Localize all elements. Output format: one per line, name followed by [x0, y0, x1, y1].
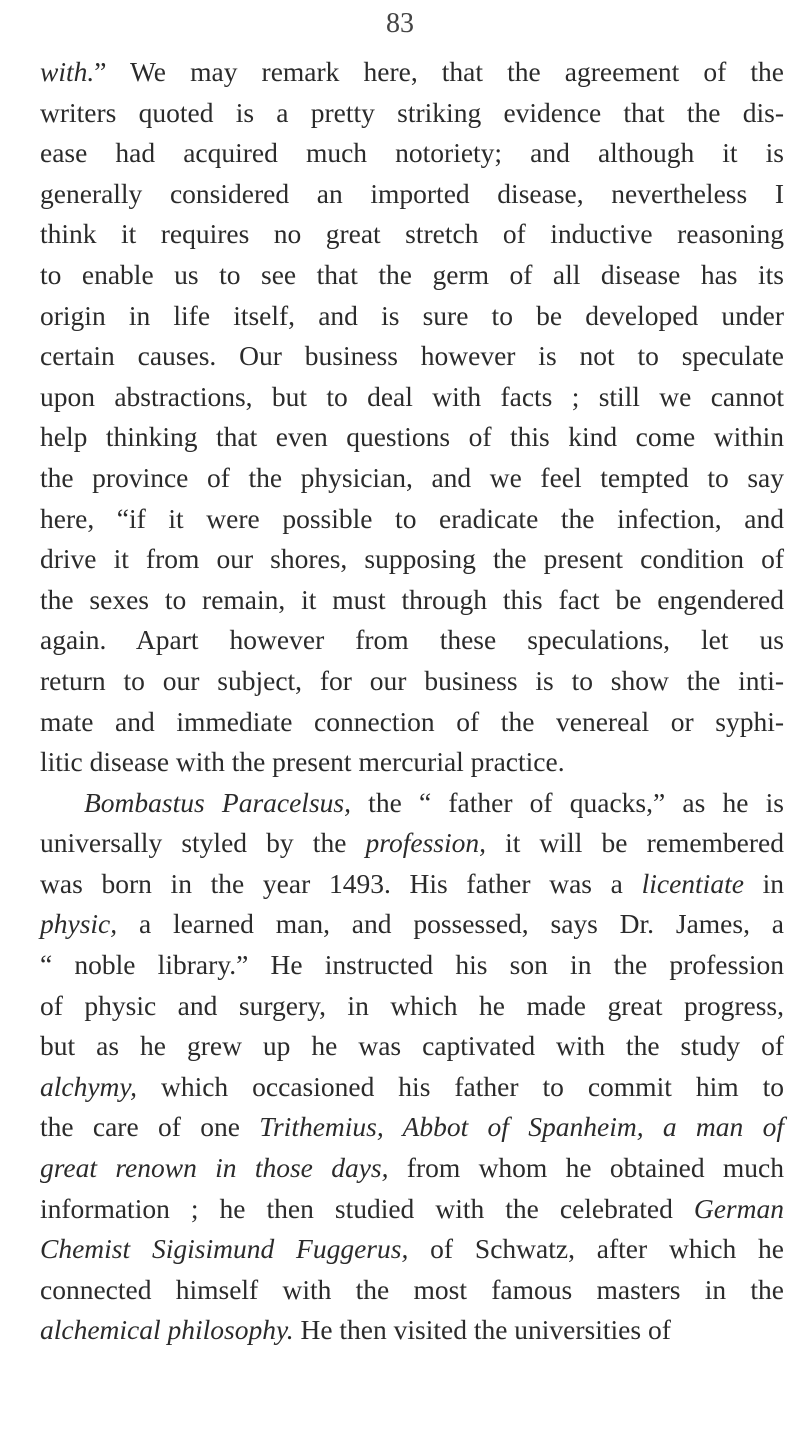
text-segment: return to our subject, for our business is to show the inti-	[40, 664, 784, 696]
text-line	[40, 458, 784, 499]
italic-text-segment: Bombastus Paracelsus,	[84, 786, 351, 818]
text-segment: drive it from our shores, supposing the present condition of	[40, 543, 784, 575]
text-segment: which occasioned his father to commit him to	[136, 1070, 784, 1102]
text-segment: here, “if it were possible to eradicate the infection, and	[40, 502, 784, 534]
text-segment: it will be remembered	[486, 827, 784, 859]
text-segment: the sexes to remain, it must through this fact be engendered	[40, 583, 784, 615]
text-segment: again. Apart however from these speculations, let us	[40, 624, 784, 656]
text-line	[40, 214, 784, 255]
text-line	[40, 255, 784, 296]
italic-text-segment: German	[693, 1192, 784, 1224]
italic-text-segment: alchymy,	[40, 1070, 137, 1102]
text-segment: certain causes. Our business however is not to speculate	[40, 340, 784, 372]
text-line	[40, 864, 784, 905]
text-line	[40, 133, 784, 174]
body-text	[40, 52, 784, 1351]
text-line	[40, 174, 784, 215]
text-line	[40, 783, 784, 824]
text-line	[40, 336, 784, 377]
text-segment: of physic and surgery, in which he made great progress,	[40, 989, 784, 1021]
text-line	[40, 539, 784, 580]
text-line	[40, 417, 784, 458]
italic-text-segment: Trithemius, Abbot of Spanheim, a man of	[259, 1111, 784, 1143]
text-segment: was born in the year 1493. His father was a	[40, 867, 642, 899]
text-segment: think it requires no great stretch of inductive reasoning	[40, 218, 784, 250]
text-line	[40, 93, 784, 134]
text-segment: “ noble library.” He instructed his son in the profession	[40, 949, 784, 981]
italic-text-segment: physic,	[40, 908, 118, 940]
text-segment: ease had acquired much notoriety; and although it is	[40, 137, 784, 169]
text-segment: upon abstractions, but to deal with facts ; still we cannot	[40, 380, 784, 412]
text-line	[40, 377, 784, 418]
text-segment: help thinking that even questions of this kind come within	[40, 421, 784, 453]
text-line	[40, 580, 784, 621]
text-segment: mate and immediate connection of the venereal or syphi-	[40, 705, 784, 737]
text-line	[40, 986, 784, 1027]
italic-text-segment: profession,	[365, 827, 486, 859]
text-line	[40, 1189, 784, 1230]
italic-text-segment: licentiate	[641, 867, 744, 899]
text-segment: ” We may remark here, that the agreement of the	[94, 56, 784, 87]
text-segment: litic disease with the present mercurial practice.	[40, 746, 565, 778]
text-line	[40, 52, 784, 93]
text-line	[40, 742, 784, 783]
text-line	[40, 702, 784, 743]
text-line	[40, 1148, 784, 1189]
text-line	[40, 823, 784, 864]
text-line	[40, 1229, 784, 1270]
text-segment: universally styled by the	[40, 827, 366, 859]
text-line	[40, 1107, 784, 1148]
text-segment: to enable us to see that the germ of all disease has its	[40, 258, 784, 290]
text-line	[40, 1270, 784, 1311]
text-line	[40, 296, 784, 337]
italic-text-segment: alchemical philosophy.	[40, 1314, 294, 1346]
italic-text-segment: great renown in those days,	[40, 1152, 389, 1184]
text-segment: but as he grew up he was captivated with the study of	[40, 1030, 784, 1062]
text-segment: the province of the physician, and we feel tempted to say	[40, 461, 784, 493]
text-line	[40, 620, 784, 661]
text-segment: generally considered an imported disease, nevertheless I	[40, 177, 784, 209]
text-line	[40, 499, 784, 540]
text-segment: information ; he then studied with the celebrated	[40, 1192, 694, 1224]
italic-text-segment: Chemist Sigisimund Fuggerus,	[40, 1233, 409, 1265]
text-line	[40, 1310, 784, 1351]
page-number: 83	[386, 8, 414, 39]
italic-text-segment: with.	[40, 56, 95, 87]
text-segment: a learned man, and possessed, says Dr. James, a	[117, 908, 784, 940]
text-line	[40, 1026, 784, 1067]
text-segment: in	[743, 867, 785, 899]
text-segment: from whom he obtained much	[388, 1152, 784, 1184]
text-line	[40, 1067, 784, 1108]
text-line	[40, 945, 784, 986]
text-line	[40, 904, 784, 945]
text-segment: of Schwatz, after which he	[408, 1233, 785, 1265]
text-segment: writers quoted is a pretty striking evidence that the dis-	[40, 96, 784, 128]
text-segment: origin in life itself, and is sure to be developed under	[40, 299, 784, 331]
text-segment: connected himself with the most famous masters in the	[40, 1273, 784, 1305]
text-line	[40, 661, 784, 702]
text-segment: the “ father of quacks,” as he is	[350, 786, 784, 818]
text-segment: the care of one	[40, 1111, 260, 1143]
text-segment: He then visited the universities of	[293, 1314, 671, 1346]
